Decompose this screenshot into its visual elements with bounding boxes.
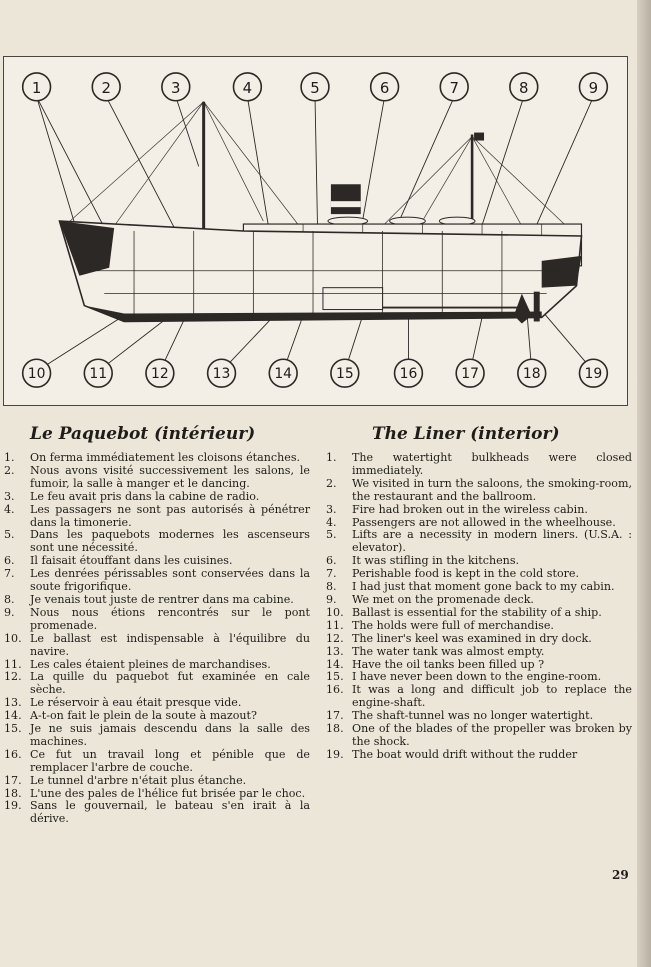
english-list bbox=[326, 452, 632, 762]
list-item: 9. We met on the promenade deck. bbox=[326, 592, 534, 606]
callout-4: 4 bbox=[242, 78, 253, 97]
list-item: 12. La quille du paquebot fut examinée en cale sèche. bbox=[4, 670, 310, 697]
french-list bbox=[4, 452, 310, 826]
list-item: 7. Les denrées périssables sont conservées dans la soute frigorifique. bbox=[4, 567, 310, 594]
callout-9: 9 bbox=[588, 78, 599, 97]
list-item: 19. Sans le gouvernail, le bateau s'en irait à la dérive. bbox=[4, 799, 310, 826]
rudder bbox=[534, 292, 540, 322]
list-item: 12. The liner's keel was examined in dry dock. bbox=[326, 631, 592, 645]
list-item: 17. The shaft-tunnel was no longer watertight. bbox=[326, 709, 594, 723]
list-item: 14. A-t-on fait le plein de la soute à mazout? bbox=[4, 709, 257, 723]
list-item: 1. On ferma immédiatement les cloisons étanches. bbox=[4, 451, 301, 464]
callout-3: 3 bbox=[171, 78, 181, 97]
bottom-callout-circles bbox=[23, 359, 608, 387]
list-item: 16. Ce fut un travail long et pénible que de remplacer l'arbre de couche. bbox=[4, 747, 310, 774]
list-item: 5. Dans les paquebots modernes les ascenseurs sont une nécessité. bbox=[4, 528, 310, 555]
ship-diagram bbox=[4, 57, 627, 405]
list-item: 10. Ballast is essential for the stability of a ship. bbox=[326, 605, 602, 619]
callout-6: 6 bbox=[379, 78, 390, 97]
french-title: Le Paquebot (intérieur) bbox=[30, 424, 256, 444]
english-title: The Liner (interior) bbox=[372, 424, 560, 444]
list-item: 18. One of the blades of the propeller was broken by the shock. bbox=[326, 722, 632, 748]
hull bbox=[59, 221, 581, 321]
rigging bbox=[64, 102, 571, 231]
callout-16: 16 bbox=[399, 366, 418, 383]
liner-cutaway-illustration bbox=[3, 56, 628, 406]
list-item: 4. Passengers are not allowed in the wheelhouse. bbox=[326, 515, 616, 529]
list-item: 6. Il faisait étouffant dans les cuisines. bbox=[4, 554, 233, 568]
page-edge-shadow bbox=[637, 0, 651, 967]
flag bbox=[474, 133, 484, 141]
list-item: 15. Je ne suis jamais descendu dans la salle des machines. bbox=[4, 722, 310, 748]
list-item: 14. Have the oil tanks been filled up ? bbox=[326, 657, 545, 671]
callout-11: 11 bbox=[89, 366, 108, 383]
callout-2: 2 bbox=[101, 78, 111, 97]
list-item: 8. Je venais tout juste de rentrer dans ma cabine. bbox=[4, 592, 294, 606]
list-item: 13. The water tank was almost empty. bbox=[326, 644, 545, 658]
callout-5: 5 bbox=[310, 78, 320, 97]
list-item: 15. I have never been down to the engine-room. bbox=[326, 670, 602, 684]
list-item: 6. It was stifling in the kitchens. bbox=[326, 554, 520, 568]
list-item: 10. Le ballast est indispensable à l'équilibre du navire. bbox=[4, 631, 310, 658]
list-item: 11. The holds were full of merchandise. bbox=[326, 618, 554, 632]
page-number: 29 bbox=[612, 868, 629, 882]
list-item: 19. The boat would drift without the rudder bbox=[326, 747, 578, 761]
funnel-band bbox=[331, 201, 361, 207]
list-item: 4. Les passagers ne sont pas autorisés à pénétrer dans la timonerie. bbox=[4, 502, 310, 529]
list-item: 17. Le tunnel d'arbre n'était plus étanche. bbox=[4, 773, 247, 787]
list-item: 13. Le réservoir à eau était presque vide. bbox=[4, 696, 242, 710]
list-item: 9. Nous nous étions rencontrés sur le pont promenade. bbox=[4, 605, 310, 632]
list-item: 5. Lifts are a necessity in modern liners. (U.S.A. : elevator). bbox=[326, 528, 632, 555]
stern-dark bbox=[542, 256, 582, 288]
callout-1: 1 bbox=[31, 78, 42, 97]
list-item: 2. Nous avons visité successivement les salons, le fumoir, la salle à manger et le dancing. bbox=[4, 463, 310, 490]
callout-7: 7 bbox=[449, 78, 459, 97]
list-item: 16. It was a long and difficult job to replace the engine-shaft. bbox=[326, 683, 632, 710]
list-item: 11. Les cales étaient pleines de marchandises. bbox=[4, 657, 271, 671]
callout-18: 18 bbox=[522, 366, 541, 383]
list-item: 3. Le feu avait pris dans la cabine de radio. bbox=[4, 489, 260, 503]
funnel bbox=[331, 184, 361, 214]
callout-15: 15 bbox=[335, 366, 354, 383]
callout-14: 14 bbox=[274, 366, 293, 383]
callout-19: 19 bbox=[584, 366, 603, 383]
bottom-callout-labels bbox=[28, 366, 603, 382]
list-item: 7. Perishable food is kept in the cold store. bbox=[326, 567, 580, 581]
callout-10: 10 bbox=[27, 366, 46, 383]
callout-13: 13 bbox=[212, 366, 231, 383]
list-item: 18. L'une des pales de l'hélice fut brisée par le choc. bbox=[4, 786, 306, 800]
list-item: 2. We visited in turn the saloons, the smoking-room, the restaurant and the ballroom. bbox=[326, 476, 632, 503]
list-item: 8. I had just that moment gone back to my cabin. bbox=[326, 580, 615, 594]
list-item: 3. Fire had broken out in the wireless cabin. bbox=[326, 502, 588, 516]
callout-17: 17 bbox=[461, 366, 479, 383]
callout-12: 12 bbox=[151, 366, 169, 383]
callout-8: 8 bbox=[519, 78, 529, 97]
list-item: 1. The watertight bulkheads were closed immediately. bbox=[326, 451, 632, 477]
